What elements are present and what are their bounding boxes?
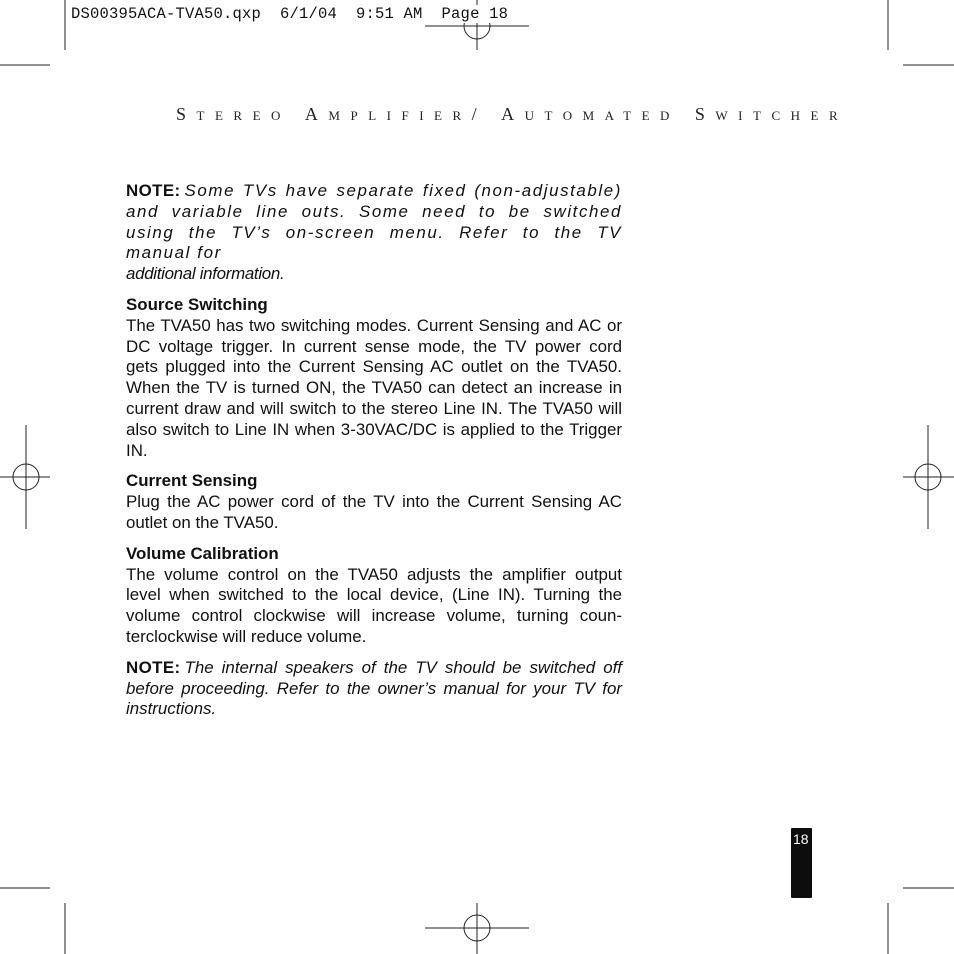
note-text: Some TVs have separate fixed (non-adjustable) and variable line outs. Some need to be switched using the TV’s on-screen menu. Refer to the TV manual for <box>126 181 622 263</box>
note-bottom <box>126 658 622 720</box>
section-volume-calibration <box>126 544 622 648</box>
registration-mark-right <box>903 425 954 529</box>
section-body: The TVA50 has two switching modes. Current Sensing and AC or DC voltage trigger. In current sense mode, the TV power cord gets plugged into the Current Sensing AC outlet on the TVA50. When the TV is turned ON, the TVA50 can detect an increase in current draw and will switch to the stereo Line IN. The TVA50 will also switch to Line IN when 3-30VAC/DC is applied to the Trigger IN. <box>126 315 622 460</box>
note-top <box>126 181 622 285</box>
section-body: The volume control on the TVA50 adjusts the amplifier output level when switched to the local device, (Line IN). Turning the volume control clockwise will increase volume, turning coun-terclockwise will reduce volume. <box>126 564 622 646</box>
section-current-sensing <box>126 471 622 533</box>
running-head: Stereo Amplifier/ Automated Switcher <box>176 104 849 124</box>
note-label: NOTE: <box>126 181 181 200</box>
note-text: The internal speakers of the TV should be switched off before proceeding. Refer to the owner’s manual for your TV for instructions. <box>126 657 622 719</box>
section-heading: Current Sensing <box>126 471 258 491</box>
registration-mark-left <box>0 425 50 529</box>
section-body: Plug the AC power cord of the TV into the Current Sensing AC outlet on the TVA50. <box>126 492 622 532</box>
registration-mark-bottom <box>425 903 529 954</box>
section-heading: Source Switching <box>126 294 268 314</box>
section-source-switching <box>126 295 622 461</box>
note-text-end: additional information. <box>126 264 285 284</box>
print-slug-line: DS00395ACA-TVA50.qxp 6/1/04 9:51 AM Page 18 <box>71 5 511 23</box>
page-number: 18 <box>793 831 809 847</box>
note-label: NOTE: <box>126 657 181 677</box>
body-column <box>126 181 622 730</box>
section-heading: Volume Calibration <box>126 543 279 563</box>
